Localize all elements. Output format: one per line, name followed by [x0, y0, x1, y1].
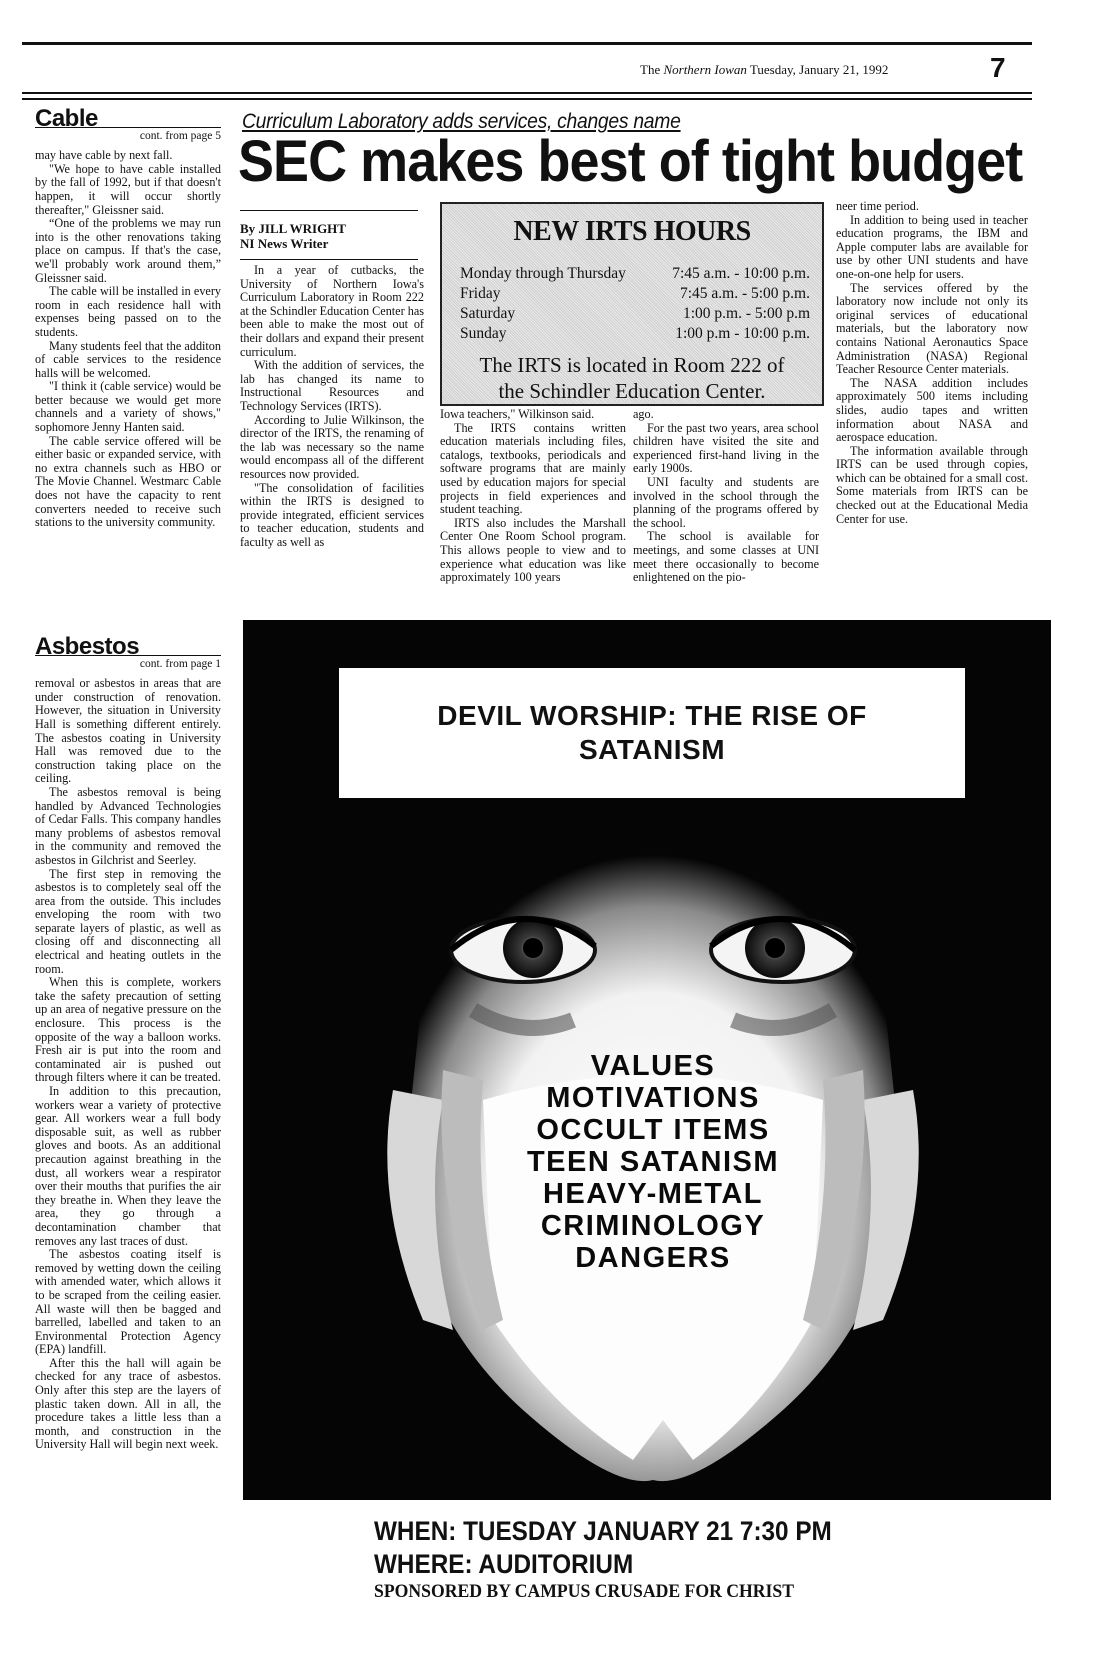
paragraph: neer time period.: [836, 199, 919, 213]
ad-title-box: [339, 668, 965, 798]
masthead: [640, 62, 888, 78]
paragraph: With the addition of services, the lab has changed its name to Instructional Resources and Technology Services (IRTS).: [240, 358, 424, 413]
ad-where: WHERE: AUDITORIUM: [374, 1549, 634, 1579]
paragraph: The NASA addition includes approximately 500 items including slides, audio tapes and written information about NASA and aerospace education.: [836, 375, 1028, 445]
ad-topic: OCCULT ITEMS: [536, 1114, 770, 1146]
paragraph: In a year of cutbacks, the University of Northern Iowa's Curriculum Laboratory in Room 222 at the Schindler Education Center has been able to make the most out of their dollars and expand their present curriculum.: [240, 263, 424, 359]
hours-day: Saturday: [460, 305, 516, 322]
paragraph: UNI faculty and students are involved in the school through the planning of the programs offered by the school.: [633, 474, 819, 530]
devil-worship-advertisement: [243, 620, 1051, 1500]
byline-title: NI News Writer: [240, 236, 329, 251]
hours-time: 1:00 p.m - 10:00 p.m.: [675, 325, 810, 342]
paragraph: Many students feel that the additon of cable services to the residence halls will be welcomed.: [35, 338, 221, 380]
byline: [240, 210, 418, 260]
asbestos-continued-note: cont. from page 1: [139, 657, 221, 670]
header-rule: [22, 92, 1032, 94]
paragraph: For the past two years, area school children have visited the site and experienced first-hand living in the early 1900s.: [633, 420, 819, 476]
paragraph: "I think it (cable service) would be better because we would get more channels and a variety of shows," sophomore Jenny Hanten said.: [35, 379, 221, 435]
ad-topic: DANGERS: [575, 1242, 731, 1274]
ad-title: [437, 699, 866, 767]
irts-hours-box: [440, 202, 824, 406]
paper-name: Northern Iowan: [663, 62, 747, 77]
paragraph: In addition to being used in teacher education programs, the IBM and Apple computer labs are available for use by other UNI students and have one-on-one help for users.: [836, 212, 1028, 281]
ad-topic: TEEN SATANISM: [526, 1146, 780, 1178]
cable-article: [35, 105, 221, 530]
masthead-prefix: The: [640, 62, 664, 77]
hours-row: [460, 324, 810, 344]
sec-column-1: [240, 264, 424, 549]
paragraph: The asbestos coating itself is removed by wetting down the ceiling with amended water, which allows it to be scraped from the ceiling easier. All waste will then be bagged and barrelled, labelled and taken to an Environmental Protection Agency (EPA) landfill.: [35, 1247, 221, 1357]
paragraph: When this is complete, workers take the safety precaution of setting up an area of negative pressure on the enclosure. This process is the opposite of the way a balloon works. Fresh air is put into the room and contaminated air is pushed out through filters where it can be treated.: [35, 975, 221, 1085]
paragraph: The school is available for meetings, and some classes at UNI meet there occasionally to become enlightened on the pio-: [633, 529, 819, 585]
asbestos-article: [35, 633, 221, 1452]
paragraph: The first step in removing the asbestos is to completely seal off the area from the outside. This includes enveloping the room with two separate layers of plastic, as well as closing off and disconnecting all electrical and heating outlets in the room.: [35, 866, 221, 976]
ad-title-line: SATANISM: [578, 734, 726, 765]
ad-event-details: [374, 1515, 832, 1581]
sec-column-4: [836, 200, 1028, 526]
paragraph: After this the hall will again be checked for any trace of asbestos. Only after this step are the layers of plastic taken down. All in all, the procedure takes a little less than a month, and construction in the University Hall will begin next week.: [35, 1355, 221, 1452]
irts-hours-table: [460, 264, 810, 344]
paragraph: The asbestos removal is being handled by Advanced Technologies of Cedar Falls. This company handles many problems of asbestos removal in the community and removed the asbestos in Gilchrist and Seerley.: [35, 784, 221, 867]
paragraph: “One of the problems we may run into is the other renovations taking place on campus. If that's the case, we'll probably work around them,” Gleissner said.: [35, 216, 221, 285]
ad-topic-list: [443, 1050, 863, 1274]
paragraph: ago.: [633, 407, 654, 421]
hours-day: Monday through Thursday: [460, 265, 626, 282]
paragraph: "We hope to have cable installed by the fall of 1992, but if that doesn't happen, it will occur shortly thereafter," Gleissner said.: [35, 161, 221, 217]
paragraph: According to Julie Wilkinson, the director of the IRTS, the renaming of the lab was necessary so the name would encompass all of the different resources now provided.: [240, 412, 424, 481]
hours-time: 7:45 a.m. - 5:00 p.m.: [679, 285, 810, 302]
sec-column-2: [440, 408, 626, 585]
hours-row: [460, 304, 810, 324]
ad-topic: VALUES: [590, 1050, 716, 1082]
hours-day: Friday: [460, 285, 501, 302]
hours-time: 7:45 a.m. - 10:00 p.m.: [672, 265, 810, 282]
paragraph: IRTS also includes the Marshall Center One Room School program. This allows people to view and to experience what education was like approximately 100 years: [440, 515, 626, 585]
paragraph: The services offered by the laboratory now include not only its original services of educational materials, but the laboratory now contains National Aeronautics Space Administration (NASA) Regional Teacher Resource Center materials.: [836, 280, 1028, 377]
hours-day: Sunday: [460, 325, 507, 342]
cable-heading: Cable: [35, 112, 221, 128]
page-number: 7: [990, 52, 1006, 83]
irts-location-line: The IRTS is located in Room 222 of: [479, 353, 785, 377]
top-rule: [22, 42, 1032, 45]
article-kicker: Curriculum Laboratory adds services, changes name: [242, 110, 681, 133]
cable-continued-note: cont. from page 5: [139, 129, 221, 142]
header-rule: [22, 98, 1032, 100]
irts-location: [442, 352, 822, 404]
paragraph: The information available through IRTS can be used through copies, which can be obtained for a small cost. Some materials from IRTS can be checked out at the Educational Media Center for use.: [836, 443, 1028, 526]
byline-author: By JILL WRIGHT: [240, 221, 346, 236]
hours-row: [460, 284, 810, 304]
paragraph: The cable will be installed in every room in each residence hall with expenses being passed on to the students.: [35, 284, 221, 339]
ad-topic: MOTIVATIONS: [546, 1082, 760, 1114]
ad-sponsor: SPONSORED BY CAMPUS CRUSADE FOR CHRIST: [374, 1581, 795, 1602]
ad-title-line: DEVIL WORSHIP: THE RISE OF: [437, 700, 867, 731]
hours-time: 1:00 p.m. - 5:00 p.m: [682, 305, 810, 322]
article-headline: SEC makes best of tight budget: [238, 129, 1023, 194]
ad-topic: HEAVY-METAL: [542, 1178, 764, 1210]
paragraph: The cable service offered will be either basic or expanded service, with no extra channels such as HBO or The Movie Channel. Westmarc Cable does not have the capacity to rent converters needed to receive such stations to the university community.: [35, 433, 221, 530]
sec-column-3: [633, 408, 819, 585]
irts-hours-title: NEW IRTS HOURS: [513, 216, 751, 247]
issue-date: Tuesday, January 21, 1992: [746, 62, 889, 77]
irts-location-line: the Schindler Education Center.: [498, 379, 766, 403]
asbestos-heading: Asbestos: [35, 640, 221, 656]
paragraph: In addition to this precaution, workers wear a variety of protective gear. All workers wear a full body disposable suit, as well as rubber gloves and boots. As an additional precaution against breathing in the dust, all workers wear a respirator over their mouths that purifies the air they breathe in. When they leave the area, they go through a decontamination chamber that removes any last traces of dust.: [35, 1084, 221, 1248]
hours-row: [460, 264, 810, 284]
ad-topic: CRIMINOLOGY: [540, 1210, 766, 1242]
paragraph: may have cable by next fall.: [35, 148, 173, 163]
paragraph: removal or asbestos in areas that are under construction of renovation. However, the situation in University Hall is something different entirely. The asbestos coating in University Hall was removed due to the construction taking place on the ceiling.: [35, 676, 221, 786]
ad-when: WHEN: TUESDAY JANUARY 21 7:30 PM: [374, 1516, 832, 1546]
paragraph: Iowa teachers," Wilkinson said.: [440, 407, 595, 421]
paragraph: The IRTS contains written education materials including files, catalogs, textbooks, periodicals and software programs that are mainly used by education majors for special projects in field experiences and student teaching.: [440, 420, 626, 517]
paragraph: "The consolidation of facilities within the IRTS is designed to provide integrated, efficient services to teacher education, students and faculty as well as: [240, 480, 424, 549]
